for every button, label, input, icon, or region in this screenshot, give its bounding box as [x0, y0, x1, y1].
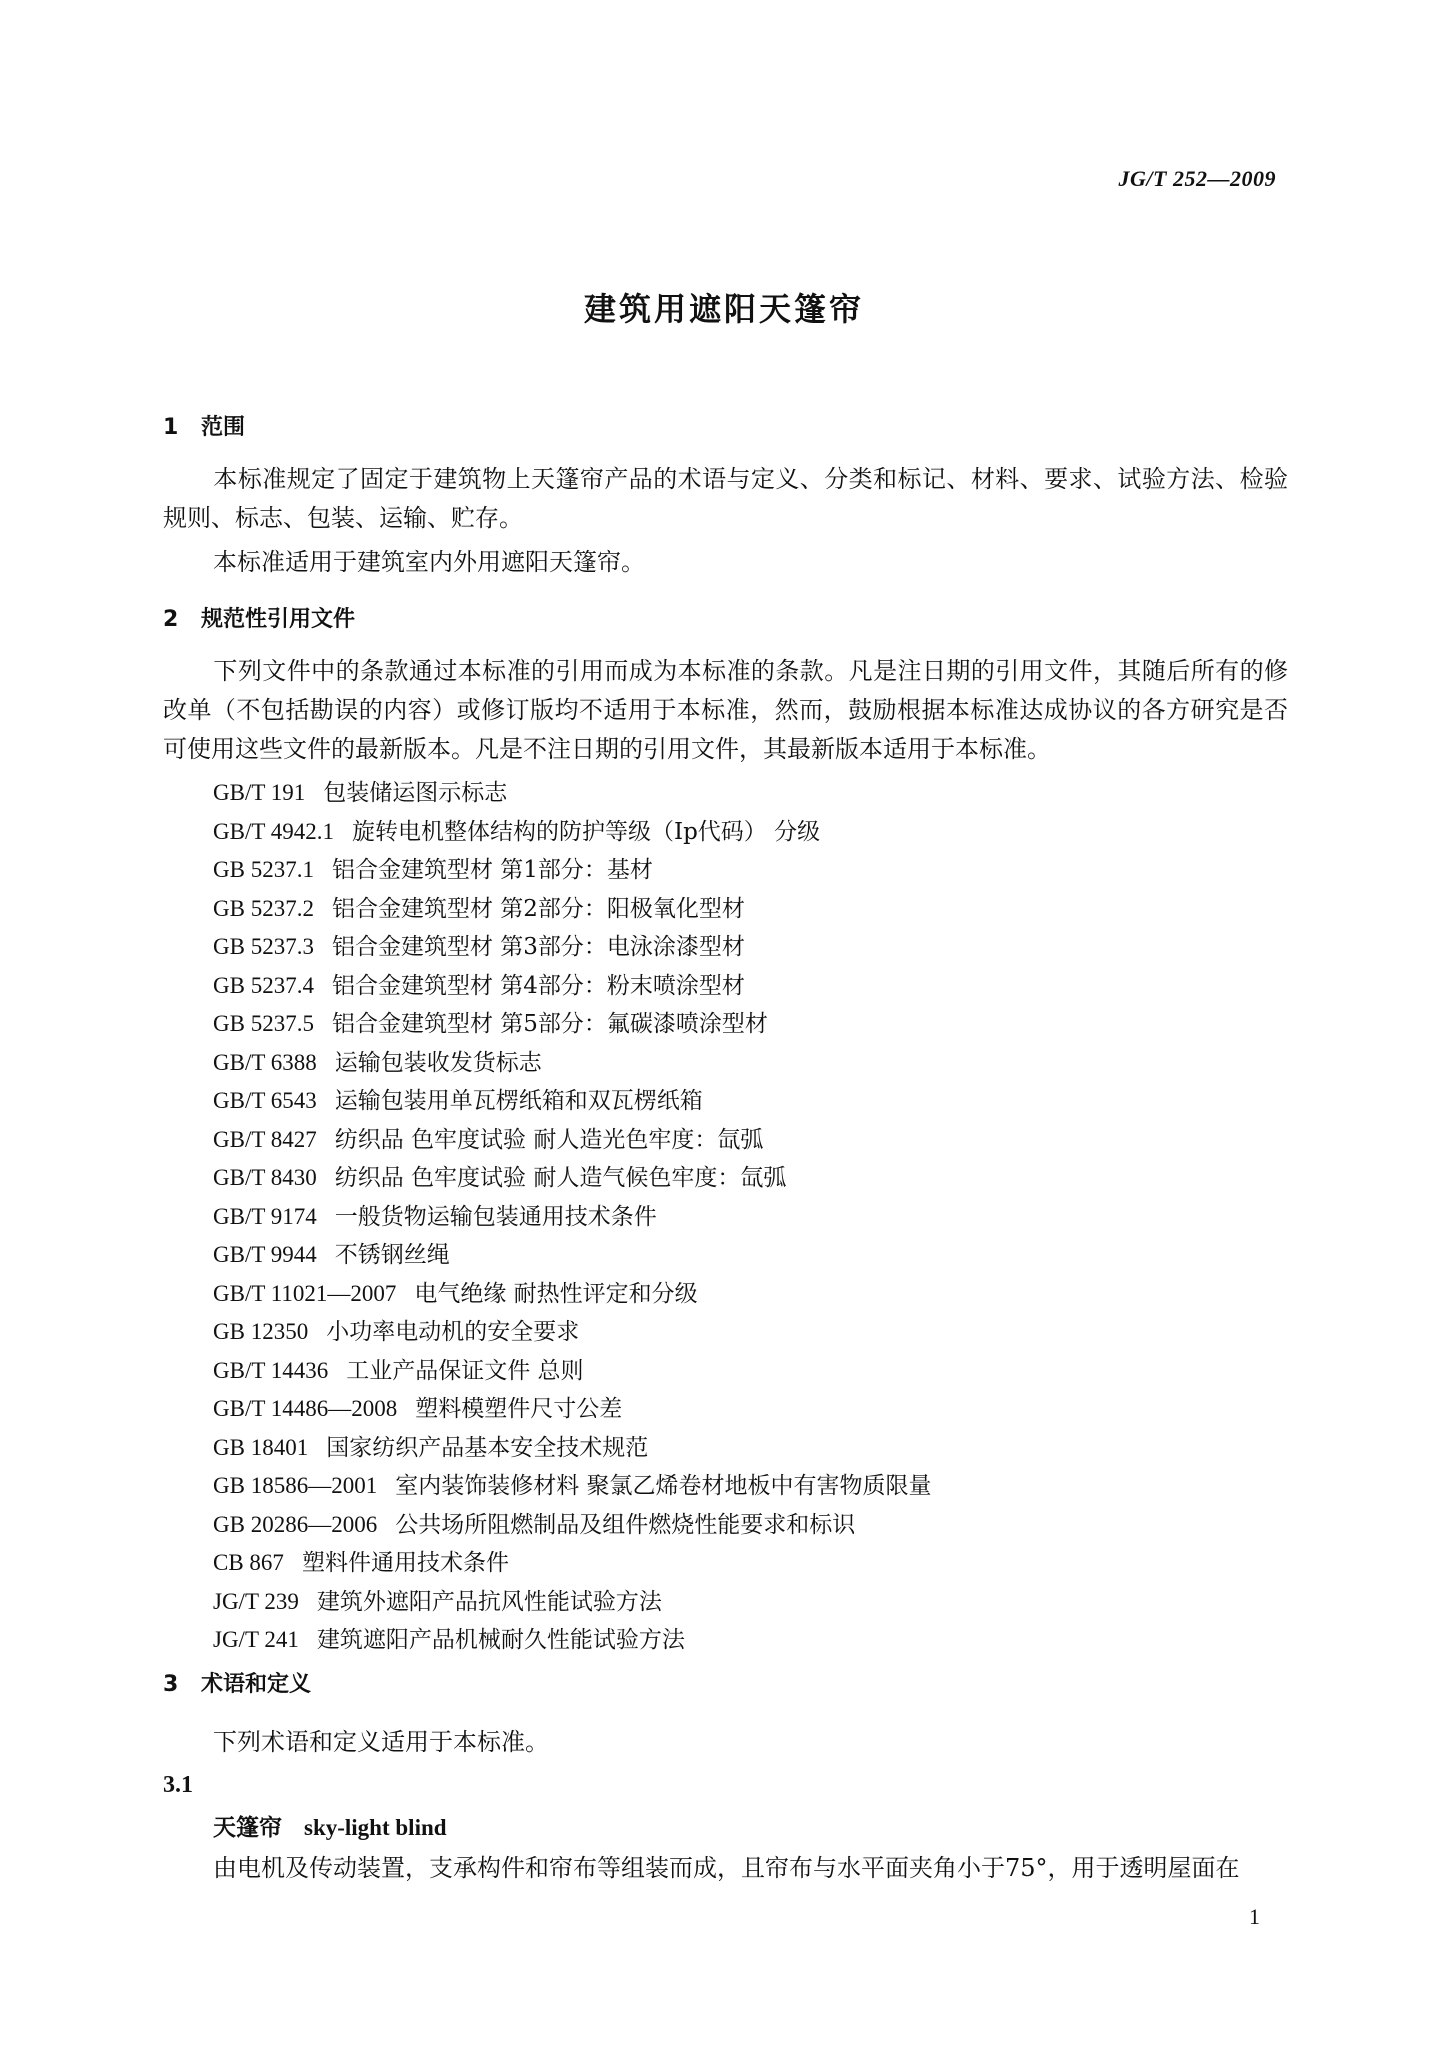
reference-code: GB/T 14436 [213, 1357, 329, 1383]
reference-item [213, 774, 932, 813]
reference-item [213, 1390, 932, 1429]
reference-item [213, 1198, 932, 1237]
document-title: 建筑用遮阳天篷帘 [583, 290, 864, 328]
reference-title: 铝合金建筑型材 第5部分：氟碳漆喷涂型材 [331, 1011, 768, 1037]
reference-code: GB 5237.5 [213, 1011, 314, 1036]
reference-code: JG/T 241 [213, 1627, 299, 1652]
paragraph-text: 下列文件中的条款通过本标准的引用而成为本标准的条款。凡是注日期的引用文件，其随后所有的修改单（不包括勘误的内容）或修订版均不适用于本标准，然而，鼓励根据本标准达成协议的各方研究是否可使用这些文件的最新版本。凡是不注日期的引用文件，其最新版本适用于本标准。 [163, 657, 1288, 763]
reference-code: GB/T 6543 [213, 1088, 317, 1113]
section-heading-terms-definitions [163, 1667, 311, 1698]
reference-item [213, 967, 932, 1006]
section-number: 2 [163, 607, 179, 632]
reference-code: GB 18586—2001 [213, 1473, 378, 1498]
reference-title: 包装储运图示标志 [323, 780, 508, 806]
standard-code: JG/T 252—2009 [1118, 166, 1276, 191]
reference-title: 铝合金建筑型材 第4部分：粉末喷涂型材 [331, 972, 745, 999]
reference-code: GB/T 8430 [213, 1165, 317, 1190]
reference-item [213, 1236, 932, 1275]
reference-title: 运输包装用单瓦楞纸箱和双瓦楞纸箱 [334, 1088, 703, 1114]
reference-code: GB 5237.2 [213, 895, 314, 921]
section-heading-normative-references [163, 602, 355, 633]
reference-title: 国家纺织产品基本安全技术规范 [326, 1434, 649, 1461]
reference-item [213, 851, 932, 890]
reference-title: 运输包装收发货标志 [334, 1049, 542, 1076]
reference-title: 铝合金建筑型材 第2部分：阳极氧化型材 [331, 895, 745, 922]
reference-item [213, 1352, 932, 1391]
reference-item [213, 1121, 932, 1160]
reference-code: GB 5237.4 [213, 972, 314, 998]
reference-title: 塑料件通用技术条件 [301, 1550, 509, 1576]
section-title: 范围 [201, 415, 246, 440]
reference-title: 不锈钢丝绳 [334, 1242, 450, 1268]
section-title: 术语和定义 [201, 1672, 312, 1697]
reference-title: 塑料模塑件尺寸公差 [415, 1396, 623, 1422]
reference-title: 小功率电动机的安全要求 [326, 1319, 580, 1345]
reference-code: GB/T 11021—2007 [213, 1280, 397, 1306]
reference-title: 建筑外遮阳产品抗风性能试验方法 [316, 1588, 662, 1615]
reference-item [213, 1506, 932, 1545]
reference-item [213, 813, 932, 852]
reference-code: JG/T 239 [213, 1588, 299, 1614]
paragraph: 本标准适用于建筑室内外用遮阳天篷帘。 [213, 548, 645, 576]
reference-code: GB/T 6388 [213, 1049, 317, 1075]
reference-item [213, 1429, 932, 1468]
reference-code: GB 12350 [213, 1319, 309, 1344]
reference-item [213, 1044, 932, 1083]
reference-title: 工业产品保证文件 总则 [346, 1357, 584, 1384]
reference-item [213, 1159, 932, 1198]
reference-list [213, 774, 932, 1660]
reference-item [213, 1467, 932, 1506]
reference-code: GB/T 191 [213, 780, 306, 805]
reference-title: 旋转电机整体结构的防护等级（Ip代码） 分级 [351, 818, 821, 845]
paragraph [163, 652, 1288, 769]
reference-item [213, 1544, 932, 1583]
term-english: sky-light blind [304, 1815, 447, 1840]
term-number: 3.1 [163, 1772, 193, 1798]
reference-item [213, 1583, 932, 1622]
reference-code: GB/T 9944 [213, 1242, 317, 1267]
reference-title: 一般货物运输包装通用技术条件 [334, 1203, 657, 1230]
reference-item [213, 928, 932, 967]
paragraph: 下列术语和定义适用于本标准。 [213, 1728, 549, 1756]
term-entry [213, 1809, 447, 1842]
reference-title: 纺织品 色牢度试验 耐人造气候色牢度：氙弧 [334, 1165, 787, 1191]
reference-item [213, 1275, 932, 1314]
reference-title: 铝合金建筑型材 第1部分：基材 [331, 857, 653, 883]
section-number: 3 [163, 1672, 179, 1697]
section-title: 规范性引用文件 [201, 607, 356, 632]
reference-item [213, 890, 932, 929]
reference-code: GB 18401 [213, 1434, 309, 1460]
reference-code: CB 867 [213, 1550, 284, 1575]
paragraph [163, 460, 1288, 538]
reference-code: GB/T 4942.1 [213, 818, 334, 844]
reference-code: GB/T 14486—2008 [213, 1396, 398, 1421]
term-chinese: 天篷帘 [213, 1814, 282, 1841]
section-heading-scope [163, 410, 245, 441]
section-number: 1 [163, 415, 179, 440]
reference-item [213, 1005, 932, 1044]
reference-title: 电气绝缘 耐热性评定和分级 [414, 1280, 698, 1307]
term-definition: 由电机及传动装置，支承构件和帘布等组装而成，且帘布与水平面夹角小于75°，用于透明屋面在 [213, 1854, 1240, 1882]
reference-code: GB 20286—2006 [213, 1511, 378, 1537]
reference-item [213, 1313, 932, 1352]
reference-code: GB/T 9174 [213, 1203, 317, 1229]
reference-title: 公共场所阻燃制品及组件燃烧性能要求和标识 [395, 1511, 856, 1538]
reference-code: GB 5237.3 [213, 934, 314, 959]
reference-title: 铝合金建筑型材 第3部分：电泳涂漆型材 [331, 934, 745, 960]
reference-title: 纺织品 色牢度试验 耐人造光色牢度：氙弧 [334, 1126, 764, 1153]
page-number: 1 [1249, 1904, 1260, 1929]
reference-title: 室内装饰装修材料 聚氯乙烯卷材地板中有害物质限量 [395, 1473, 932, 1499]
reference-item [213, 1082, 932, 1121]
reference-code: GB/T 8427 [213, 1126, 317, 1152]
reference-item [213, 1621, 932, 1660]
paragraph-text: 本标准规定了固定于建筑物上天篷帘产品的术语与定义、分类和标记、材料、要求、试验方法、检验规则、标志、包装、运输、贮存。 [163, 465, 1288, 532]
reference-title: 建筑遮阳产品机械耐久性能试验方法 [316, 1627, 685, 1653]
reference-code: GB 5237.1 [213, 857, 314, 882]
